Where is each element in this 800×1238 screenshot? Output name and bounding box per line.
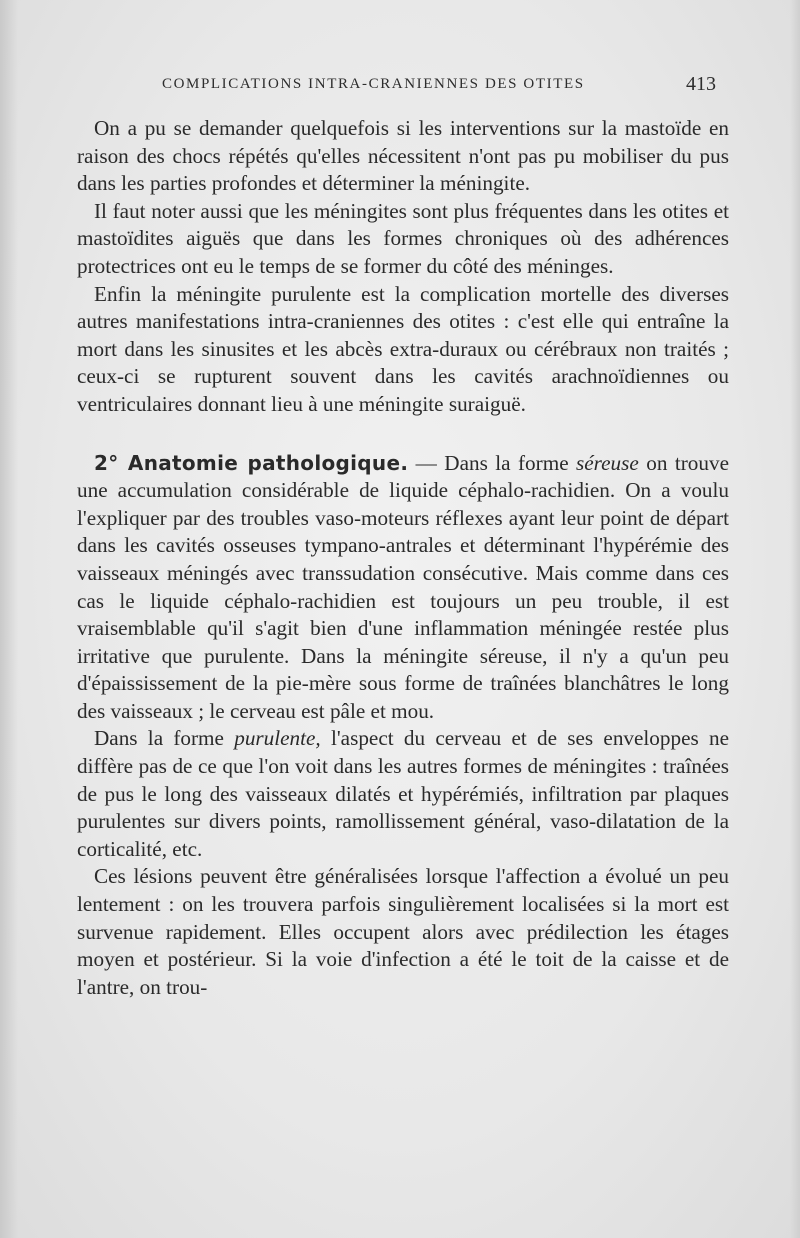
paragraph-5-rest: l'aspect du cerveau et de ses enveloppes ne diffère pas de ce que l'on voit dans les autres formes de méningites : traînées de pus le long des vaisseaux dilatés et hypérémiés, infiltration par plaques purulentes sur divers points, ramollissement général, vaso-dilatation de la corticalité, etc.	[77, 726, 729, 861]
paragraph-5-lead: Dans la forme	[94, 726, 235, 751]
paragraph-2: Il faut noter aussi que les méningites sont plus fréquentes dans les otites et mastoïdites aiguës que dans les formes chroniques où des adhérences protectrices ont eu le temps de se former du côté des méninges.	[77, 198, 729, 278]
paragraph-4-lead: Dans la forme	[444, 450, 577, 475]
paragraph-5-italic: purulente,	[234, 726, 321, 751]
paragraph-3: Enfin la méningite purulente est la complication mortelle des diverses autres manifestations intra-craniennes des otites : c'est elle qui entraîne la mort dans les sinusites et les abcès extra-duraux ou cérébraux non traités ; ceux-ci se rupturent souvent dans les cavités arachnoïdiennes ou ventriculaires donnant lieu à une méningite suraiguë.	[77, 281, 729, 416]
paragraph-1: On a pu se demander quelquefois si les interventions sur la mastoïde en raison des chocs répétés qu'elles nécessitent n'ont pas pu mobiliser du pus dans les parties profondes et déterminer la méningite.	[77, 116, 729, 196]
page-number: 413	[686, 73, 716, 95]
section-anatomie-pathologique	[77, 450, 729, 1002]
paragraph-6: Ces lésions peuvent être généralisées lorsque l'affection a évolué un peu lentement : on les trouvera parfois singulièrement localisées si la mort est survenue rapidement. Elles occupent alors avec prédilection les étages moyen et postérieur. Si la voie d'infection a été le toit de la caisse et de l'antre, on trou-	[77, 864, 729, 999]
paragraph-4-italic: séreuse	[576, 450, 639, 475]
section-heading: 2° Anatomie pathologique.	[94, 450, 409, 475]
running-head	[0, 70, 800, 100]
paragraph-4-rest: on trouve une accumulation considérable de liquide céphalo-rachidien. On a voulu l'expliquer par des troubles vaso-moteurs réflexes ayant leur point de départ dans les cavités osseuses tympano-antrales et déterminant l'hypérémie des vaisseaux méningés avec transsudation consécutive. Mais comme dans ces cas le liquide céphalo-rachidien est toujours un peu trouble, il est vraisemblable qu'il s'agit bien d'une inflammation méningée restée plus irritative que purulente. Dans la méningite séreuse, il n'y a qu'un peu d'épaississement de la pie-mère sous forme de traînées blanchâtres le long des vaisseaux ; le cerveau est pâle et mou.	[77, 450, 729, 723]
paragraph-5	[77, 725, 729, 863]
page-edge-shadow-right	[790, 0, 800, 1238]
page-edge-shadow-left	[0, 0, 18, 1238]
body-text	[77, 115, 729, 1001]
paragraph-4	[77, 450, 729, 726]
running-head-title: COMPLICATIONS INTRA-CRANIENNES DES OTITES	[162, 76, 585, 92]
heading-dash: —	[408, 450, 445, 475]
